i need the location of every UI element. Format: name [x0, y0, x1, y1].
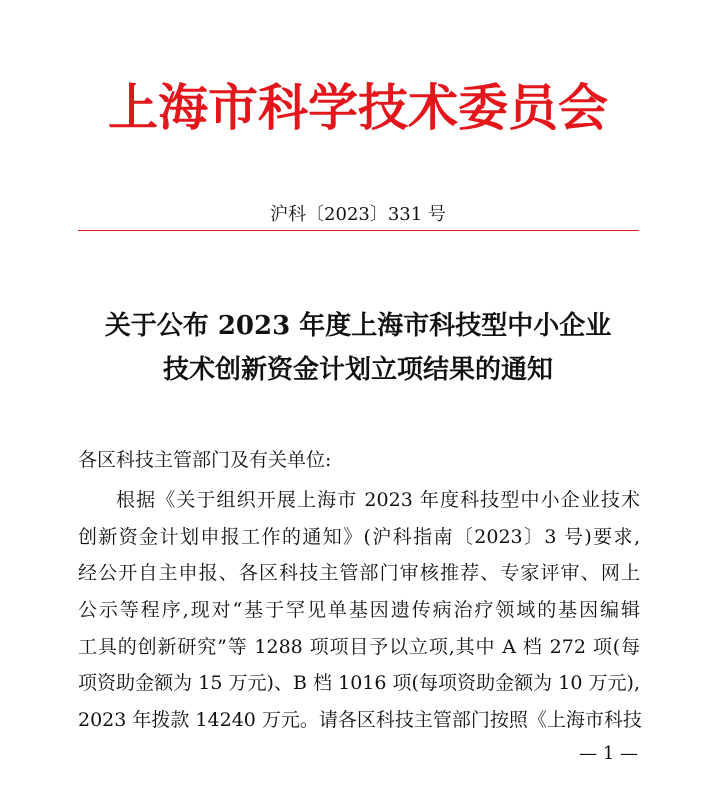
- salutation: 各区科技主管部门及有关单位:: [78, 449, 332, 471]
- body-line: 2023 年拨款 14240 万元。请各区科技主管部门按照《上海市科技: [78, 709, 642, 732]
- notice-title: [0, 304, 716, 392]
- body-line: 创新资金计划申报工作的通知》(沪科指南〔2023〕3 号)要求,: [78, 525, 640, 548]
- notice-body: [78, 482, 640, 739]
- page-number: — 1 —: [579, 743, 638, 764]
- document-number: 沪科〔2023〕331 号: [270, 204, 446, 225]
- notice-title-line-1: 关于公布 2023 年度上海市科技型中小企业: [104, 311, 612, 341]
- body-line: 项资助金额为 15 万元)、B 档 1016 项(每项资助金额为 10 万元),: [78, 672, 640, 695]
- red-separator-line: [78, 230, 639, 231]
- body-line: 经公开自主申报、各区科技主管部门审核推荐、专家评审、网上: [78, 562, 640, 585]
- agency-header-title: 上海市科学技术委员会: [108, 78, 608, 137]
- body-line: 公示等程序,现对“基于罕见单基因遗传病治疗领域的基因编辑: [78, 599, 640, 622]
- body-line: 根据《关于组织开展上海市 2023 年度科技型中小企业技术: [116, 489, 640, 511]
- notice-title-line-2: 技术创新资金计划立项结果的通知: [162, 355, 553, 385]
- body-line: 工具的创新研究”等 1288 项项目予以立项,其中 A 档 272 项(每: [78, 635, 640, 658]
